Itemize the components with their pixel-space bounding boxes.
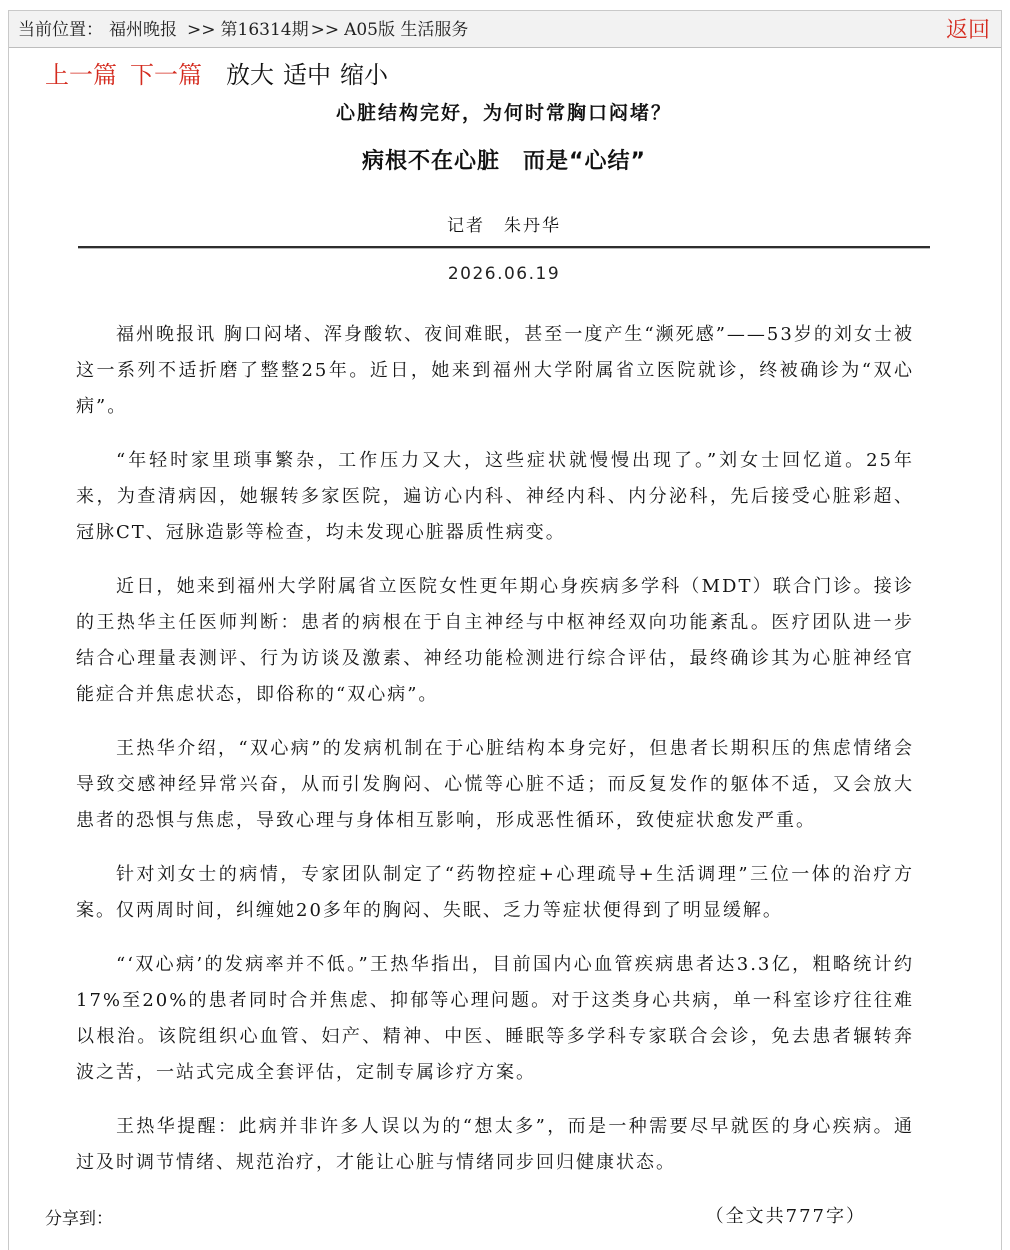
article-paragraph: 针对刘女士的病情，专家团队制定了“药物控症+心理疏导+生活调理”三位一体的治疗方案。仅两周时间，纠缠她20多年的胸闷、失眠、乏力等症状便得到了明显缓解。 — [76, 864, 914, 921]
share-label: 分享到： — [45, 1209, 113, 1229]
zoom-in-button[interactable]: 放大 — [226, 61, 274, 89]
breadcrumb — [18, 11, 468, 49]
back-link[interactable]: 返回 — [945, 18, 990, 43]
article-paragraph: 王热华介绍，“双心病”的发病机制在于心脏结构本身完好，但患者长期积压的焦虑情绪会导致交感神经异常兴奋，从而引发胸闷、心慌等心脏不适；而反复发作的躯体不适，又会放大患者的恐惧与焦虑，导致心理与身体相互影响，形成恶性循环，致使症状愈发严重。 — [76, 738, 914, 831]
article-toolbar — [45, 58, 397, 92]
breadcrumb-issue-link[interactable]: 第16314期 — [220, 20, 309, 40]
article-headline: 病根不在心脏 而是“心结” — [362, 149, 646, 174]
article-paragraph: “年轻时家里琐事繁杂，工作压力又大，这些症状就慢慢出现了。”刘女士回忆道。25年来，为查清病因，她辗转多家医院，遍访心内科、神经内科、内分泌科，先后接受心脏彩超、冠脉CT、冠脉造影等检查，均未发现心脏器质性病变。 — [76, 450, 914, 543]
breadcrumb-separator: >> — [310, 20, 340, 40]
zoom-reset-button[interactable]: 适中 — [283, 61, 331, 89]
article-paragraph: 近日，她来到福州大学附属省立医院女性更年期心身疾病多学科（MDT）联合门诊。接诊的王热华主任医师判断：患者的病根在于自主神经与中枢神经双向功能紊乱。医疗团队进一步结合心理量表测评、行为访谈及激素、神经功能检测进行综合评估，最终确诊其为心脏神经官能症合并焦虑状态，即俗称的“双心病”。 — [76, 576, 914, 705]
breadcrumb-separator: >> — [187, 20, 216, 40]
prev-article-link[interactable]: 上一篇 — [45, 61, 117, 89]
article-date: 2026.06.19 — [447, 264, 561, 284]
location-bar — [9, 11, 1001, 48]
headline-divider — [78, 246, 930, 249]
article-body — [76, 317, 914, 1235]
article-paragraph: “‘双心病’的发病率并不低。”王热华指出，目前国内心血管疾病患者达3.3亿，粗略统计约17%至20%的患者同时合并焦虑、抑郁等心理问题。对于这类身心共病，单一科室诊疗往往难以根治。该院组织心血管、妇产、精神、中医、睡眠等多学科专家联合会诊，免去患者辗转奔波之苦，一站式完成全套评估，定制专属诊疗方案。 — [76, 954, 914, 1083]
breadcrumb-page-link[interactable]: A05版 生活服务 — [344, 20, 469, 40]
article-paragraph: 王热华提醒：此病并非许多人误以为的“想太多”，而是一种需要尽早就医的身心疾病。通过及时调节情绪、规范治疗，才能让心脏与情绪同步回归健康状态。 — [76, 1116, 914, 1173]
breadcrumb-paper-link[interactable]: 福州晚报 — [109, 20, 177, 40]
page-frame — [8, 10, 1002, 1250]
next-article-link[interactable]: 下一篇 — [130, 61, 202, 89]
article-kicker: 心脏结构完好，为何时常胸口闷堵？ — [335, 102, 672, 124]
article-byline: 记者 朱丹华 — [447, 216, 561, 236]
zoom-out-button[interactable]: 缩小 — [340, 61, 388, 89]
article-paragraph: 福州晚报讯 胸口闷堵、浑身酸软、夜间难眠，甚至一度产生“濒死感”——53岁的刘女士被这一系列不适折磨了整整25年。近日，她来到福州大学附属省立医院就诊，终被确诊为“双心病”。 — [76, 324, 914, 417]
breadcrumb-label: 当前位置： — [18, 20, 103, 40]
word-count: （全文共777字） — [705, 1206, 866, 1227]
